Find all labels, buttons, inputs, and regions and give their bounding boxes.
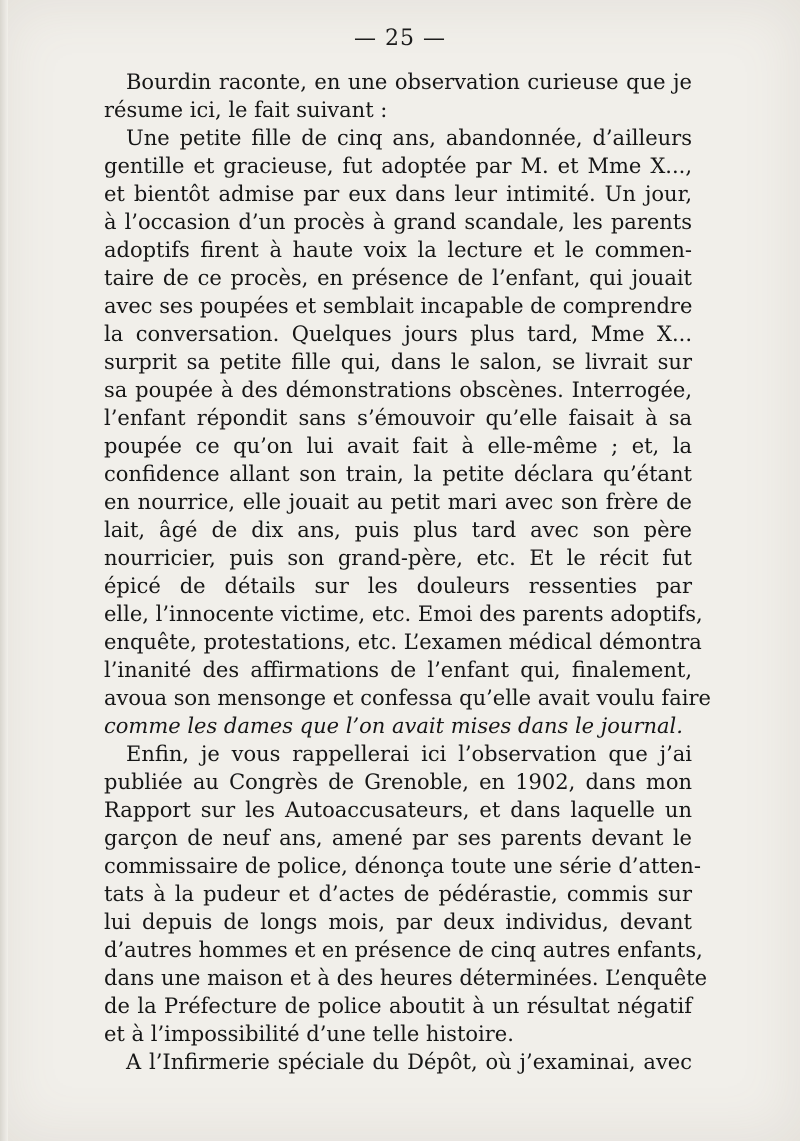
text-line: commissaire de police, dénonça toute une série d’atten-	[104, 854, 701, 878]
body-text	[104, 68, 711, 1076]
text-line: à l’occasion d’un procès à grand scandale, les parents	[104, 210, 692, 234]
text-line: adoptifs firent à haute voix la lecture et le commen-	[104, 238, 692, 262]
text-line: l’enfant répondit sans s’émouvoir qu’elle faisait à sa	[104, 406, 692, 430]
text-line: publiée au Congrès de Grenoble, en 1902, dans mon	[104, 770, 692, 794]
text-line: elle, l’innocente victime, etc. Emoi des parents adoptifs,	[104, 602, 703, 626]
text-line: lui depuis de longs mois, par deux individus, devant	[104, 910, 692, 934]
text-line: enquête, protestations, etc. L’examen médical démontra	[104, 630, 702, 654]
text-line: Bourdin raconte, en une observation curieuse que je	[126, 70, 692, 94]
text-line: et à l’impossibilité d’une telle histoire.	[104, 1022, 514, 1046]
text-line: épicé de détails sur les douleurs ressenties par	[104, 574, 692, 598]
text-line: taire de ce procès, en présence de l’enfant, qui jouait	[104, 266, 692, 290]
text-line: gentille et gracieuse, fut adoptée par M. et Mme X...,	[104, 154, 692, 178]
text-line: confidence allant son train, la petite déclara qu’étant	[104, 462, 692, 486]
text-line: de la Préfecture de police aboutit à un résultat négatif	[104, 994, 692, 1018]
text-line: lait, âgé de dix ans, puis plus tard avec son père	[104, 518, 692, 542]
text-line: d’autres hommes et en présence de cinq autres enfants,	[104, 938, 703, 962]
text-line: surprit sa petite fille qui, dans le salon, se livrait sur	[104, 350, 692, 374]
text-line: résume ici, le fait suivant :	[104, 98, 388, 122]
text-line: sa poupée à des démonstrations obscènes. Interrogée,	[104, 378, 692, 402]
text-line: tats à la pudeur et d’actes de pédérastie, commis sur	[104, 882, 692, 906]
text-line: poupée ce qu’on lui avait fait à elle-même ; et, la	[104, 434, 692, 458]
text-line: comme les dames que l’on avait mises dans le journal.	[104, 714, 683, 738]
text-line: dans une maison et à des heures déterminées. L’enquête	[104, 966, 708, 990]
text-line: en nourrice, elle jouait au petit mari avec son frère de	[104, 490, 692, 514]
text-line: Enfin, je vous rappellerai ici l’observation que j’ai	[126, 742, 692, 766]
text-line: l’inanité des affirmations de l’enfant qui, finalement,	[104, 658, 692, 682]
text-line: la conversation. Quelques jours plus tard, Mme X...	[104, 322, 692, 346]
text-line: Une petite fille de cinq ans, abandonnée, d’ailleurs	[126, 126, 692, 150]
text-line: nourricier, puis son grand-père, etc. Et le récit fut	[104, 546, 692, 570]
page-number: — 25 —	[354, 26, 446, 51]
text-line: avec ses poupées et semblait incapable de comprendre	[104, 294, 693, 318]
text-line: A l’Infirmerie spéciale du Dépôt, où j’examinai, avec	[126, 1050, 692, 1074]
text-line: garçon de neuf ans, amené par ses parents devant le	[104, 826, 692, 850]
text-line: et bientôt admise par eux dans leur intimité. Un jour,	[104, 182, 692, 206]
page-edge-shadow	[0, 0, 8, 1141]
text-line: Rapport sur les Autoaccusateurs, et dans laquelle un	[104, 798, 692, 822]
text-line: avoua son mensonge et confessa qu’elle avait voulu faire	[104, 686, 711, 710]
